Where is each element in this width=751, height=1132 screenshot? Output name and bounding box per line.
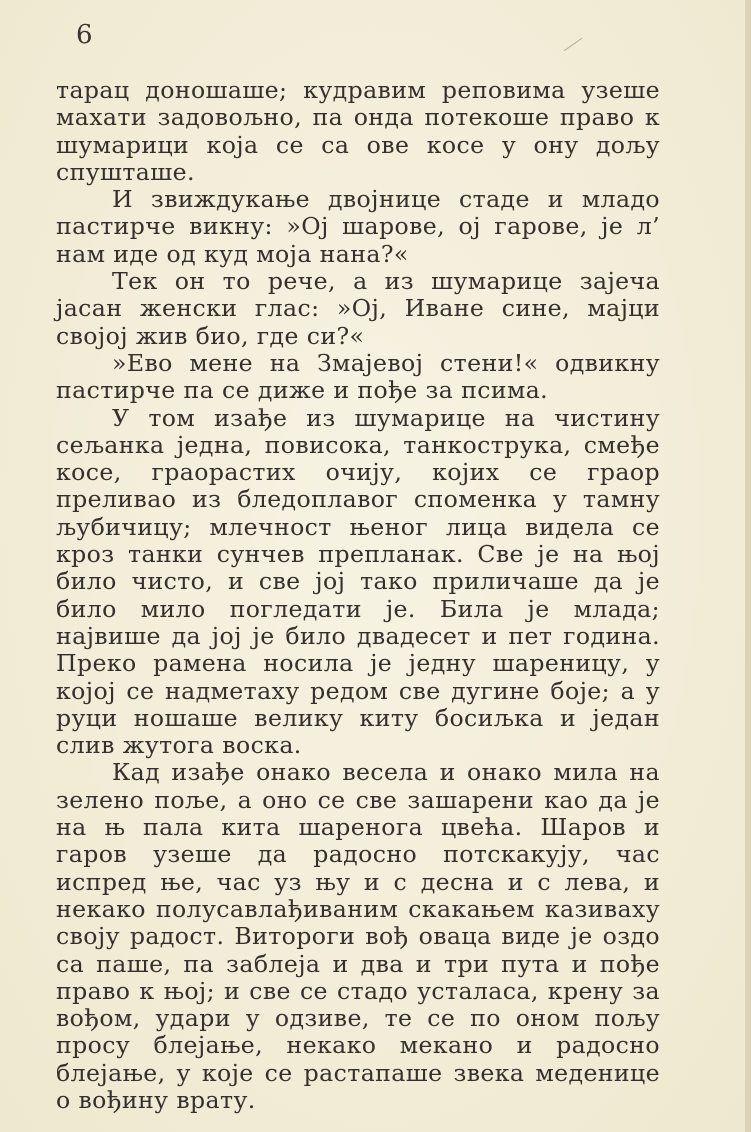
paragraph: У том изађе из шумарице на чистину сељанка једна, повисока, танкострука, смеђе косе, граорастих очију, којих се граор преливао из бледоплавог споменка у тамну љубичицу; млечност њеног лица видела се кроз танки сунчев препланак. Све је на њој било чисто, и све јој тако приличаше да је било мило погледати је. Била је млада; највише да јој је било двадесет и пет година. Преко рамена носила је једну шареницу, у којој се надметаху редом све дугине боје; а у руци ношаше велику киту босиљка и један слив жутога воска.: [56, 403, 660, 760]
pencil-mark: [564, 38, 583, 51]
paragraph: Тек он то рече, а из шумарице зајеча јасан женски глас: »Ој, Иване сине, мајци својој жив био, где си?«: [56, 267, 660, 350]
paragraph: И звиждукање двојнице стаде и младо пастирче викну: »Ој шарове, ој гарове, је л’ нам иде од куд моја нана?«: [56, 185, 660, 268]
page-number: 6: [76, 20, 93, 50]
page-edge: [745, 0, 751, 1132]
paragraph: »Ево мене на Змајевој стени!« одвикну пастирче па се диже и пође за псима.: [56, 348, 660, 405]
paragraph: тарац доношаше; кудравим реповима узеше махати задовољно, па онда потекоше право к шумарици која се са ове косе у ону дољу спушташе.: [56, 76, 660, 186]
paragraph: Кад изађе онако весела и онако мила на зелено поље, а оно се све зашарени као да је на њ пала кита шаренога цвећа. Шаров и гаров узеше да радосно потскакују, час испред ње, час уз њу и с десна и с лева, и некако полусавлађиваним скакањем казиваху своју радост. Витороги вођ оваца виде је оздо са паше, па заблеја и два и три пута и пође право к њој; и све се стадо усталаса, крену за вођом, удари у одзиве, те се по оном пољу просу блејање, некако мекано и радосно блејање, у које се растапаше звека меденице о вођину врату.: [56, 758, 660, 1114]
body-text: [56, 77, 660, 1114]
